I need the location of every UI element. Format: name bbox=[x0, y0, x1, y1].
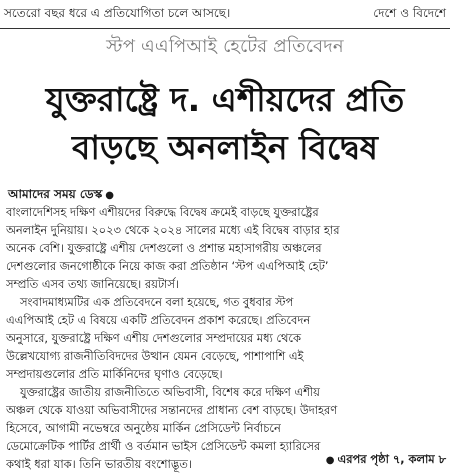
bullet-icon: ● bbox=[325, 455, 335, 466]
byline-text: আমাদের সময় ডেস্ক bbox=[8, 187, 103, 201]
body-line: সম্প্রতি এসব তথ্য জানিয়েছে। রয়টার্স। bbox=[6, 277, 179, 291]
body-line: দেশগুলোর জনগোষ্ঠীকে নিয়ে কাজ করা প্রতিষ্ঠান ‘স্টপ এএপিআই হেট’ bbox=[6, 259, 329, 273]
article-kicker: স্টপ এএপিআই হেটের প্রতিবেদন bbox=[106, 36, 344, 57]
body-line: অনলাইন দুনিয়ায়। ২০২৩ থেকে ২০২৪ সালের মধ্যে এই বিদ্বেষ বাড়ার হার bbox=[6, 223, 340, 237]
jump-text: এরপর পৃষ্ঠা ৭, কলাম ৮ bbox=[337, 452, 446, 466]
body-line: সংবাদমাধ্যমটির এক প্রতিবেদনে বলা হয়েছে, গত বুধবার স্টপ bbox=[20, 295, 294, 309]
divider-rule bbox=[0, 28, 450, 29]
byline bbox=[8, 186, 114, 204]
bullet-icon: ● bbox=[105, 190, 114, 201]
body-line: ডেমোক্রেটিক পার্টির প্রার্থী ও বর্তমান ভাইস প্রেসিডেন্ট কমলা হ্যারিসের bbox=[6, 439, 321, 453]
body-line: সম্প্রদায়গুলোর প্রতি মার্কিনিদের ঘৃণাও বেড়েছে। bbox=[6, 367, 223, 381]
headline-line-1: যুক্তরাষ্ট্রে দ. এশীয়দের প্রতি bbox=[45, 80, 405, 119]
body-line: এএপিআই হেট এ বিষয়ে একটি প্রতিবেদন প্রকাশ করেছে। প্রতিবেদন bbox=[6, 313, 311, 327]
body-line: বাংলাদেশিসহ দক্ষিণ এশীয়দের বিরুদ্ধে বিদ্বেষ ক্রমেই বাড়ছে যুক্তরাষ্ট্রের bbox=[6, 205, 319, 219]
article-body bbox=[6, 203, 446, 473]
body-line: অঞ্চল থেকে যাওয়া অভিবাসীদের সন্তানদের প্রাধান্য বেশ বাড়ছে। উদাহরণ bbox=[6, 403, 338, 417]
previous-article-strip bbox=[0, 0, 450, 28]
previous-article-tail: সতেরো বছর ধরে এ প্রতিযোগিতা চলে আসছে। bbox=[4, 6, 231, 20]
body-line: হিসেবে, আগামী নভেম্বরে অনুষ্ঠেয় মার্কিন প্রেসিডেন্ট নির্বাচনে bbox=[6, 421, 281, 435]
body-line: অনুসারে, যুক্তরাষ্ট্রে দক্ষিণ এশীয় দেশগুলোর সম্প্রদায়ের মধ্য থেকে bbox=[6, 331, 301, 345]
body-line: যুক্তরাষ্ট্রের জাতীয় রাজনীতিতে অভিবাসী, বিশেষ করে দক্ষিণ এশীয় bbox=[20, 385, 320, 399]
section-label: দেশে ও বিদেশে bbox=[373, 6, 446, 20]
continued-on-page bbox=[326, 450, 446, 470]
body-line: উল্লেখযোগ্য রাজনীতিবিদদের উত্থান যেমন বেড়েছে, পাশাপাশি এই bbox=[6, 349, 304, 363]
body-line: কথাই ধরা যাক। তিনি ভারতীয় বংশোদ্ভূত। bbox=[6, 457, 192, 471]
body-line: অনেক বেশি। যুক্তরাষ্ট্রে এশীয় দেশগুলো ও প্রশান্ত মহাসাগরীয় অঞ্চলের bbox=[6, 241, 322, 255]
article-headline bbox=[0, 76, 450, 172]
headline-line-2: বাড়ছে অনলাইন বিদ্বেষ bbox=[72, 128, 378, 167]
